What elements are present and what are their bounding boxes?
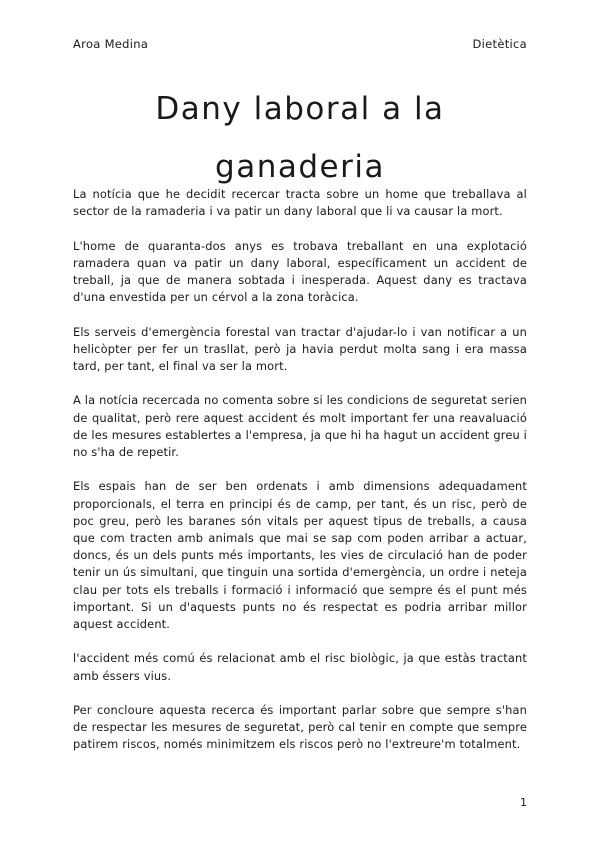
paragraph: Els serveis d'emergència forestal van tractar d'ajudar-lo i van notificar a un helicòpter per fer un trasllat, però ja havia perdut molta sang i era massa tard, per tant, el final va ser la mort. (73, 324, 527, 373)
page-header (73, 37, 527, 51)
paragraph: La notícia que he decidit recercar tracta sobre un home que treballava al sector de la ramaderia i va patir un dany laboral que li va causar la mort. (73, 187, 527, 219)
header-author: Aroa Medina (73, 37, 149, 51)
page-number: 1 (520, 796, 527, 809)
header-subject: Dietètica (472, 37, 527, 51)
paragraph: Els espais han de ser ben ordenats i amb dimensions adequadament proporcionals, el terra en principi és de camp, per tant, és un risc, però de poc greu, però les baranes són vitals per aquest tipus de treballs, a causa que com tracten amb animals que mai se sap com poden arribar a actuar, doncs, és un dels punts més importants, les vies de circulació han de poder tenir un ús simultani, que tinguin una sortida d'emergència, un ordre i neteja clau per tots els treballs i formació i informació que sempre és el punt més important. Si un d'aquests punts no és respectat es podria arribar millor aquest accident. (73, 479, 527, 632)
paragraph: l'accident més comú és relacionat amb el risc biològic, ja que estàs tractant amb éssers vius. (73, 651, 527, 683)
document-body (73, 186, 527, 771)
paragraph: A la notícia recercada no comenta sobre si les condicions de seguretat serien de qualitat, però rere aquest accident és molt important fer una reavaluació de les mesures establertes a l'empresa, ja que hi ha hagut un accident greu i no s'ha de repetir. (73, 393, 527, 459)
paragraph: L'home de quaranta-dos anys es trobava treballant en una explotació ramadera quan va patir un dany laboral, específicament un accident de treball, ja que de manera sobtada i inesperada. Aquest dany es tractava d'una envestida per un cérvol a la zona toràcica. (73, 238, 527, 305)
document-title: Dany laboral a la ganaderia (155, 91, 445, 185)
paragraph: Per concloure aquesta recerca és important parlar sobre que sempre s'han de respectar les mesures de seguretat, però cal tenir en compte que sempre patirem riscos, només minimitzem els riscos però no l'extreure'm totalment. (73, 703, 527, 752)
